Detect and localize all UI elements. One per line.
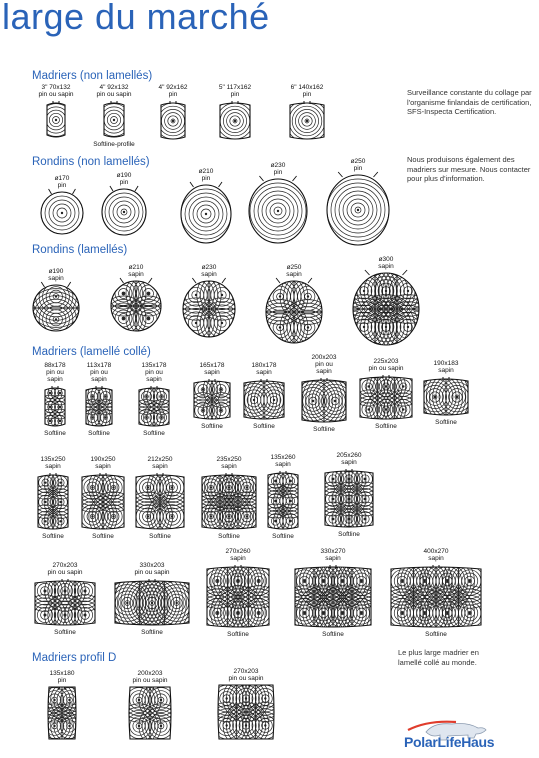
note-custom-logs: Nous produisons également des madriers sur mesure. Nous contacter pour plus d'information. <box>407 155 531 183</box>
log-cross-section-icon <box>41 192 83 234</box>
log-cross-section-icon <box>47 687 77 739</box>
profile-caption: Softline <box>54 629 76 636</box>
log-size-label: 3" 70x132 pin ou sapin <box>38 84 74 98</box>
log-cross-section-icon <box>249 179 307 243</box>
log-size-label: 270x203 pin ou sapin <box>228 668 264 682</box>
log-cross-section-icon <box>136 473 184 531</box>
log-cross-section-icon <box>35 579 95 627</box>
profile-caption: Softline <box>149 533 171 540</box>
log-size-label: 4" 92x132 pin ou sapin <box>96 84 132 98</box>
log-cross-section-icon <box>181 185 231 243</box>
profile-caption: Softline <box>253 423 275 430</box>
log-cross-section-icon <box>33 285 79 331</box>
brand-name: PolarLifeHaus <box>404 734 495 750</box>
log-size-label: 88x178 pin ou sapin <box>44 362 66 383</box>
brand-logo <box>398 708 526 752</box>
profile-caption: Softline <box>141 629 163 636</box>
log-cross-section-icon <box>266 281 322 343</box>
log-size-label: 5" 117x162 pin <box>218 84 252 98</box>
profile-caption: Softline <box>42 533 64 540</box>
log-cross-section-icon <box>194 379 230 421</box>
log-size-label: 205x260 sapin <box>336 452 362 466</box>
log-size-label: 165x178 sapin <box>199 362 225 376</box>
log-cross-section-icon <box>325 469 373 529</box>
log-size-label: 330x270 sapin <box>320 548 346 562</box>
log-cross-section-icon <box>128 687 172 739</box>
page-title: large du marché <box>2 0 270 37</box>
profile-caption: Softline <box>143 430 165 437</box>
log-size-label: 400x270 sapin <box>423 548 449 562</box>
log-size-label: 270x203 pin ou sapin <box>47 562 83 576</box>
log-cross-section-icon <box>102 189 146 235</box>
log-size-label: 200x203 pin ou sapin <box>132 670 168 684</box>
profile-caption: Softline <box>435 419 457 426</box>
log-size-label: 135x250 sapin <box>40 456 66 470</box>
log-size-label: ø230 pin <box>270 162 286 176</box>
log-cross-section-icon <box>290 101 324 141</box>
log-size-label: 235x250 sapin <box>216 456 242 470</box>
profile-caption: Softline <box>88 430 110 437</box>
log-size-label: ø230 sapin <box>201 264 217 278</box>
log-size-label: 330x203 pin ou sapin <box>134 562 170 576</box>
log-size-label: ø210 pin <box>198 168 214 182</box>
log-cross-section-icon <box>45 386 65 428</box>
log-cross-section-icon <box>302 378 346 424</box>
profile-caption: Softline <box>92 533 114 540</box>
profile-caption: Softline <box>425 631 447 638</box>
log-size-label: 225x203 pin ou sapin <box>368 358 404 372</box>
profile-caption: Softline <box>272 533 294 540</box>
profile-caption: Softline <box>313 426 335 433</box>
section-heading-rondins-non-lamelles: Rondins (non lamellés) <box>32 156 150 168</box>
log-size-label: 135x260 sapin <box>270 454 296 468</box>
log-size-label: 180x178 sapin <box>251 362 277 376</box>
profile-caption: Softline <box>227 631 249 638</box>
log-size-label: 212x250 sapin <box>147 456 173 470</box>
log-cross-section-icon <box>47 101 65 139</box>
log-cross-section-icon <box>295 565 371 629</box>
log-size-label: ø190 sapin <box>48 268 64 282</box>
log-size-label: 190x250 sapin <box>90 456 116 470</box>
log-size-label: ø210 sapin <box>128 264 144 278</box>
log-cross-section-icon <box>161 101 185 141</box>
log-cross-section-icon <box>82 473 124 531</box>
log-cross-section-icon <box>424 377 468 417</box>
log-cross-section-icon <box>327 175 389 245</box>
log-cross-section-icon <box>360 375 412 421</box>
note-certification: Surveillance constante du collage par l'organisme finlandais de certification, SFS-Inspecta Certification. <box>407 88 532 116</box>
log-size-label: 4" 92x162 pin <box>158 84 188 98</box>
profile-caption: Softline <box>201 423 223 430</box>
note-widest-log: Le plus large madrier en lamellé collé au monde. <box>398 648 479 667</box>
section-heading-madriers-lamelle-colle: Madriers (lamellé collé) <box>32 346 151 358</box>
log-size-label: 6" 140x162 pin <box>290 84 324 98</box>
log-cross-section-icon <box>104 101 124 139</box>
log-cross-section-icon <box>139 386 169 428</box>
log-cross-section-icon <box>115 579 189 627</box>
profile-caption: Softline <box>322 631 344 638</box>
log-size-label: 200x203 pin ou sapin <box>311 354 337 375</box>
log-cross-section-icon <box>353 273 419 345</box>
section-heading-rondins-lamelles: Rondins (lamellés) <box>32 244 128 256</box>
section-heading-madriers-profil-d: Madriers profil D <box>32 652 117 664</box>
log-cross-section-icon <box>244 379 284 421</box>
log-cross-section-icon <box>217 685 275 739</box>
profile-caption: Softline-profile <box>93 141 135 148</box>
log-cross-section-icon <box>86 386 112 428</box>
log-size-label: ø250 sapin <box>286 264 302 278</box>
log-size-label: ø300 sapin <box>378 256 394 270</box>
profile-caption: Softline <box>338 531 360 538</box>
log-cross-section-icon <box>202 473 256 531</box>
log-cross-section-icon <box>111 281 161 331</box>
log-size-label: 270x260 sapin <box>225 548 251 562</box>
log-cross-section-icon <box>183 281 235 337</box>
log-size-label: ø190 pin <box>116 172 132 186</box>
profile-caption: Softline <box>218 533 240 540</box>
section-heading-madriers-non-lamelles: Madriers (non lamellés) <box>32 70 153 82</box>
log-cross-section-icon <box>268 471 298 531</box>
log-size-label: 113x178 pin ou sapin <box>86 362 112 383</box>
log-size-label: ø250 pin <box>350 158 366 172</box>
log-cross-section-icon <box>220 101 250 141</box>
log-size-label: 190x183 sapin <box>433 360 459 374</box>
log-cross-section-icon <box>207 565 269 629</box>
log-cross-section-icon <box>391 565 481 629</box>
log-size-label: 135x180 pin <box>49 670 75 684</box>
profile-caption: Softline <box>375 423 397 430</box>
log-size-label: 135x178 pin ou sapin <box>141 362 167 383</box>
log-size-label: ø170 pin <box>54 175 70 189</box>
log-cross-section-icon <box>38 473 68 531</box>
profile-caption: Softline <box>44 430 66 437</box>
